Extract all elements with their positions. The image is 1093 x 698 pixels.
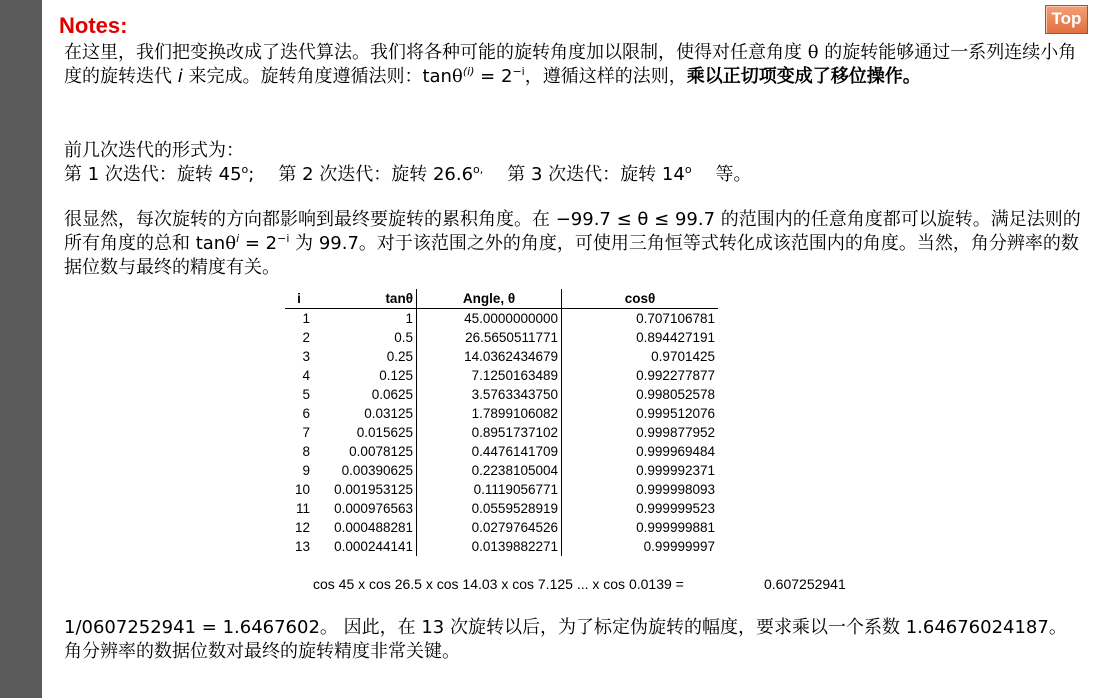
paragraph-iteration-intro: 在这里，我们把变换改成了迭代算法。我们将各种可能的旋转角度加以限制，使得对任意角度 θ 的旋转能够通过一系列连续小角度的旋转迭代 i 来完成。旋转角度遵循法则：$\tan\theta^{(i)} = 2^{-i}$，遵循这样的法则，乘以正切项变成了移位操作。 <box>64 42 1077 87</box>
cell-angle: 3.5763343750 <box>417 385 562 404</box>
cell-cos: 0.999992371 <box>636 463 715 478</box>
table-row <box>285 423 718 442</box>
cell-angle: 14.0362434679 <box>417 347 562 366</box>
cell-angle: 7.1250163489 <box>417 366 562 385</box>
paragraph-first-iterations: 前几次迭代的形式为： <box>64 140 244 161</box>
paragraph-angle-range: 很显然，每次旋转的方向都影响到最终要旋转的累积角度。在 −99.7 ≤ θ ≤ 99.7 的范围内的任意角度都可以旋转。满足法则的所有角度的总和 $\tan\theta^i = 2^{-i}$ 为 99.7。对于该范围之外的角度，可使用三角恒等式转化成该范围内的角度。当然，角分辨率的数据位数与最终的精度有关。 <box>64 209 1081 278</box>
cell-tan: 0.015625 <box>313 423 417 442</box>
header-tan: tanθ <box>313 289 417 309</box>
cell-angle: 26.5650511771 <box>417 328 562 347</box>
cell-cos: 0.894427191 <box>636 330 715 345</box>
cell-i: 2 <box>302 330 310 345</box>
cell-i: 4 <box>302 368 310 383</box>
table-row <box>285 309 718 329</box>
cell-i: 1 <box>302 311 310 326</box>
cell-i: 10 <box>294 482 310 497</box>
cell-tan: 0.000976563 <box>313 499 417 518</box>
table-row <box>285 537 718 556</box>
cell-angle: 0.1119056771 <box>417 480 562 499</box>
cell-angle: 0.4476141709 <box>417 442 562 461</box>
cell-angle: 0.0139882271 <box>417 537 562 556</box>
table-row <box>285 328 718 347</box>
cell-i: 6 <box>302 406 310 421</box>
cell-cos: 0.999998093 <box>636 482 715 497</box>
cell-i: 11 <box>295 501 310 516</box>
table-row <box>285 442 718 461</box>
table-header-row <box>285 289 718 309</box>
table-row <box>285 366 718 385</box>
cell-cos: 0.992277877 <box>636 368 715 383</box>
cell-tan: 1 <box>313 309 417 329</box>
cell-i: 8 <box>302 444 310 459</box>
top-button[interactable]: Top <box>1045 5 1088 34</box>
cell-tan: 0.5 <box>313 328 417 347</box>
table-row <box>285 385 718 404</box>
left-sidebar <box>0 0 42 698</box>
cell-cos: 0.999877952 <box>636 425 715 440</box>
cordic-angle-table <box>285 289 718 556</box>
cell-i: 9 <box>302 463 310 478</box>
cell-cos: 0.998052578 <box>636 387 715 402</box>
iteration-list: 第 1 次迭代：旋转 45$^o$; 第 2 次迭代：旋转 $26.6^{o,}$ 第 3 次迭代：旋转 14$^o$ 等。 <box>64 163 752 185</box>
table-row <box>285 480 718 499</box>
header-cos: cosθ <box>562 289 719 309</box>
cell-tan: 0.000488281 <box>313 518 417 537</box>
cell-angle: 0.2238105004 <box>417 461 562 480</box>
cell-cos: 0.999969484 <box>636 444 715 459</box>
table-row <box>285 461 718 480</box>
cell-tan: 0.001953125 <box>313 480 417 499</box>
cell-i: 13 <box>294 539 310 554</box>
notes-title: Notes: <box>59 13 128 38</box>
table-row <box>285 404 718 423</box>
cell-cos: 0.99999997 <box>643 539 715 554</box>
cell-cos: 0.999999881 <box>636 520 715 535</box>
cos-product-formula: cos 45 x cos 26.5 x cos 14.03 x cos 7.125 ... x cos 0.0139 = <box>313 576 684 592</box>
cell-angle: 0.0279764526 <box>417 518 562 537</box>
cos-product-value: 0.607252941 <box>764 576 846 592</box>
cell-i: 5 <box>302 387 310 402</box>
cell-i: 7 <box>302 425 310 440</box>
header-i: i <box>285 289 313 309</box>
paragraph-scaling-factor: 1/0607252941 = 1.6467602。 因此，在 13 次旋转以后，为了标定伪旋转的幅度，要求乘以一个系数 1.64676024187。角分辨率的数据位数对最终的旋转精度非常关键。 <box>64 617 1067 662</box>
header-angle: Angle, θ <box>417 289 562 309</box>
cell-tan: 0.0078125 <box>313 442 417 461</box>
cell-tan: 0.00390625 <box>313 461 417 480</box>
table-row <box>285 518 718 537</box>
cell-i: 3 <box>302 349 310 364</box>
cell-angle: 0.8951737102 <box>417 423 562 442</box>
table-row <box>285 347 718 366</box>
cell-cos: 0.999512076 <box>636 406 715 421</box>
cell-tan: 0.000244141 <box>313 537 417 556</box>
cell-angle: 1.7899106082 <box>417 404 562 423</box>
cell-tan: 0.03125 <box>313 404 417 423</box>
cell-cos: 0.999999523 <box>636 501 715 516</box>
cell-tan: 0.0625 <box>313 385 417 404</box>
cell-angle: 45.0000000000 <box>417 309 562 329</box>
cell-i: 12 <box>294 520 310 535</box>
cell-angle: 0.0559528919 <box>417 499 562 518</box>
cell-cos: 0.707106781 <box>636 311 715 326</box>
cell-cos: 0.9701425 <box>651 349 715 364</box>
cell-tan: 0.25 <box>313 347 417 366</box>
table-row <box>285 499 718 518</box>
cell-tan: 0.125 <box>313 366 417 385</box>
